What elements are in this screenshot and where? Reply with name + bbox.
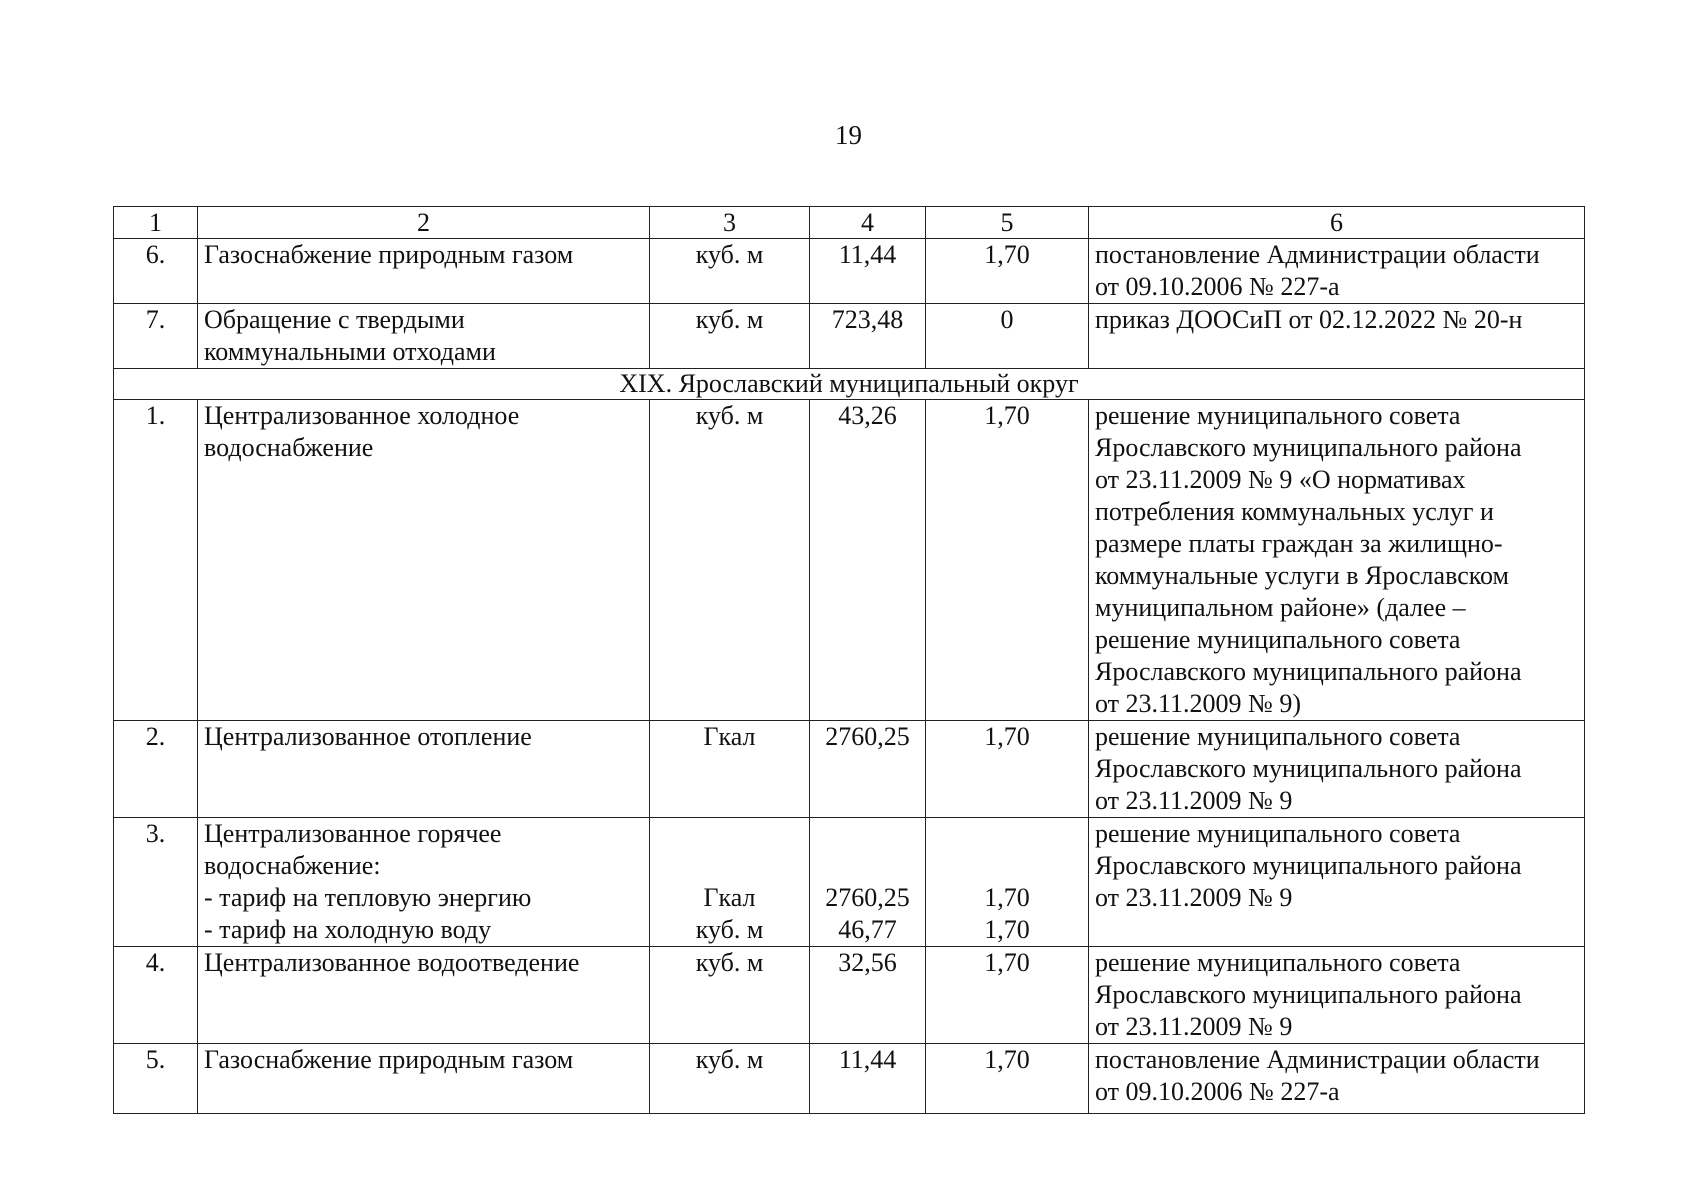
service-name-line: Централизованное холодное (204, 401, 520, 430)
coefficient-line: 1,70 (984, 883, 1030, 912)
unit (650, 721, 810, 818)
norm-value (810, 400, 926, 721)
legal-basis (1089, 304, 1585, 369)
page-number: 19 (835, 120, 862, 150)
column-header: 1 (114, 207, 198, 239)
row-number: 3. (114, 818, 198, 947)
service-name (198, 1044, 650, 1114)
legal-basis-line: размере платы граждан за жилищно- (1095, 529, 1503, 558)
unit-line: куб. м (695, 305, 764, 334)
legal-basis-line: от 09.10.2006 № 227-а (1095, 1077, 1340, 1106)
service-name (198, 947, 650, 1044)
coefficient-line: 1,70 (984, 915, 1030, 944)
coefficient-line: 0 (1000, 305, 1014, 334)
service-name-line: Централизованное отопление (204, 722, 532, 751)
coefficient (926, 304, 1089, 369)
table-row (114, 818, 1585, 947)
table-row (114, 400, 1585, 721)
legal-basis-line: от 23.11.2009 № 9 «О нормативах (1095, 465, 1466, 494)
coefficient-line: 1,70 (984, 240, 1030, 269)
legal-basis-line: Ярославского муниципального района (1095, 980, 1522, 1009)
legal-basis-line: Ярославского муниципального района (1095, 433, 1522, 462)
unit-line (656, 818, 803, 850)
table-row (114, 947, 1585, 1044)
service-name-line: водоснабжение (204, 433, 374, 462)
row-number: 6. (114, 239, 198, 304)
coefficient (926, 1044, 1089, 1114)
coefficient-line (932, 850, 1082, 882)
unit-line: куб. м (695, 240, 764, 269)
norm-value-line: 11,44 (838, 240, 897, 269)
legal-basis-line: решение муниципального совета (1095, 401, 1461, 430)
norm-value-line: 2760,25 (825, 883, 910, 912)
legal-basis-line: от 09.10.2006 № 227-а (1095, 272, 1340, 301)
norm-value-line: 11,44 (838, 1045, 897, 1074)
unit (650, 818, 810, 947)
row-number: 4. (114, 947, 198, 1044)
legal-basis (1089, 947, 1585, 1044)
coefficient-line: 1,70 (984, 401, 1030, 430)
norm-value (810, 239, 926, 304)
coefficient (926, 818, 1089, 947)
norm-value-line (816, 850, 919, 882)
section-title: XIX. Ярославский муниципальный округ (114, 369, 1585, 400)
legal-basis-line: Ярославского муниципального района (1095, 657, 1522, 686)
unit-line: куб. м (695, 948, 764, 977)
norm-value (810, 721, 926, 818)
unit (650, 400, 810, 721)
legal-basis-line: от 23.11.2009 № 9 (1095, 883, 1293, 912)
column-header: 4 (810, 207, 926, 239)
column-header: 6 (1089, 207, 1585, 239)
norm-value (810, 304, 926, 369)
unit-line: Гкал (703, 883, 756, 912)
service-name (198, 721, 650, 818)
legal-basis-line: решение муниципального совета (1095, 819, 1461, 848)
legal-basis-line: приказ ДООСиП от 02.12.2022 № 20-н (1095, 305, 1523, 334)
norm-value-line (816, 818, 919, 850)
coefficient (926, 239, 1089, 304)
section-row (114, 369, 1585, 400)
service-name-line: Газоснабжение природным газом (204, 1045, 574, 1074)
norm-value-line: 2760,25 (825, 722, 910, 751)
legal-basis-line: потребления коммунальных услуг и (1095, 497, 1494, 526)
norm-value (810, 1044, 926, 1114)
unit (650, 1044, 810, 1114)
unit-line (656, 850, 803, 882)
legal-basis-line: от 23.11.2009 № 9 (1095, 786, 1293, 815)
norm-value-line: 43,26 (838, 401, 897, 430)
norm-value-line: 723,48 (831, 305, 904, 334)
service-name-line: - тариф на тепловую энергию (204, 883, 532, 912)
legal-basis-line: решение муниципального совета (1095, 948, 1461, 977)
row-number: 5. (114, 1044, 198, 1114)
legal-basis-line: постановление Администрации области (1095, 1045, 1540, 1074)
service-name-line: Газоснабжение природным газом (204, 240, 574, 269)
coefficient-line: 1,70 (984, 722, 1030, 751)
unit (650, 304, 810, 369)
norm-value (810, 818, 926, 947)
service-name (198, 239, 650, 304)
legal-basis-line: решение муниципального совета (1095, 722, 1461, 751)
legal-basis-line: Ярославского муниципального района (1095, 754, 1522, 783)
service-name-line: Централизованное горячее (204, 819, 502, 848)
legal-basis (1089, 721, 1585, 818)
legal-basis (1089, 818, 1585, 947)
legal-basis-line: постановление Администрации области (1095, 240, 1540, 269)
legal-basis-line: от 23.11.2009 № 9) (1095, 689, 1302, 718)
legal-basis-line: решение муниципального совета (1095, 625, 1461, 654)
row-number: 2. (114, 721, 198, 818)
norm-value-line: 46,77 (838, 915, 897, 944)
row-number: 7. (114, 304, 198, 369)
column-header: 5 (926, 207, 1089, 239)
column-header: 2 (198, 207, 650, 239)
column-header-row (114, 207, 1585, 239)
coefficient (926, 947, 1089, 1044)
row-number: 1. (114, 400, 198, 721)
table-row (114, 721, 1585, 818)
coefficient-line (932, 818, 1082, 850)
legal-basis (1089, 1044, 1585, 1114)
service-name (198, 400, 650, 721)
legal-basis-line: муниципальном районе» (далее – (1095, 593, 1466, 622)
coefficient (926, 400, 1089, 721)
unit-line: куб. м (695, 1045, 764, 1074)
norm-value (810, 947, 926, 1044)
column-header: 3 (650, 207, 810, 239)
service-name-line: Обращение с твердыми (204, 305, 465, 334)
unit-line: куб. м (695, 401, 764, 430)
service-name-line: - тариф на холодную воду (204, 915, 492, 944)
legal-basis-line: коммунальные услуги в Ярославском (1095, 561, 1510, 590)
coefficient-line: 1,70 (984, 1045, 1030, 1074)
service-name (198, 304, 650, 369)
tariff-table (113, 206, 1585, 1114)
service-name-line: коммунальными отходами (204, 337, 496, 366)
unit (650, 239, 810, 304)
table-row (114, 304, 1585, 369)
legal-basis-line: от 23.11.2009 № 9 (1095, 1012, 1293, 1041)
service-name (198, 818, 650, 947)
coefficient (926, 721, 1089, 818)
unit-line: куб. м (695, 915, 764, 944)
unit (650, 947, 810, 1044)
legal-basis-line: Ярославского муниципального района (1095, 851, 1522, 880)
unit-line: Гкал (703, 722, 756, 751)
service-name-line: водоснабжение: (204, 851, 381, 880)
table-row (114, 1044, 1585, 1114)
legal-basis (1089, 239, 1585, 304)
table-row (114, 239, 1585, 304)
norm-value-line: 32,56 (838, 948, 897, 977)
coefficient-line: 1,70 (984, 948, 1030, 977)
service-name-line: Централизованное водоотведение (204, 948, 580, 977)
legal-basis (1089, 400, 1585, 721)
